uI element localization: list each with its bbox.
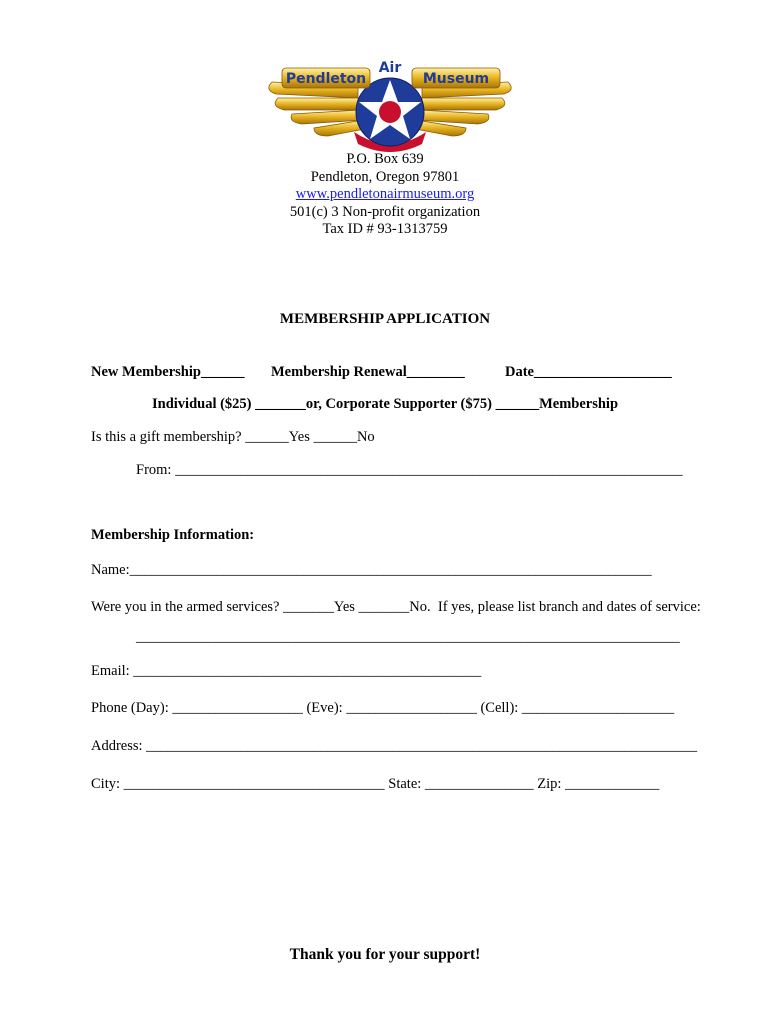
tax-id: Tax ID # 93-1313759 [322,221,448,237]
phone-field[interactable]: Phone (Day): __________________ (Eve): __________________ (Cell): _____________________ [91,700,675,716]
thank-you-message: Thank you for your support! [289,946,481,963]
gift-membership-field[interactable]: Is this a gift membership? ______Yes ______No [91,429,375,445]
gift-from-field[interactable]: From: ______________________________________________________________________ [136,462,683,478]
po-box: P.O. Box 639 [346,151,424,167]
city-state-zip-field[interactable]: City: ____________________________________ State: _______________ Zip: _____________ [91,776,660,792]
address-field[interactable]: Address: ____________________________________________________________________________ [91,738,698,754]
section-heading: Membership Information: [91,527,255,543]
page-title: MEMBERSHIP APPLICATION [279,311,491,327]
wings-star-roundel-icon [262,52,518,152]
logo-word-mid: Air [378,60,402,76]
logo-word-left: Pendleton [285,71,367,87]
membership-tier-field[interactable]: Individual ($25) _______or, Corporate Supporter ($75) ______Membership [151,396,619,412]
website-row [0,185,770,203]
city-state-zip: Pendleton, Oregon 97801 [310,169,460,185]
email-field[interactable]: Email: ________________________________________________ [91,663,482,679]
name-field[interactable]: Name:________________________________________________________________________ [91,562,652,578]
armed-services-field[interactable]: Were you in the armed services? _______Yes _______No. If yes, please list branch and dates of service: [91,599,701,615]
org-type: 501(c) 3 Non-profit organization [289,204,481,220]
membership-renewal-field[interactable]: Membership Renewal________ [271,364,465,380]
website-link[interactable]: www.pendletonairmuseum.org [295,186,475,202]
museum-logo [262,52,518,152]
service-details-field[interactable]: ___________________________________________________________________________ [136,629,680,645]
logo-word-right: Museum [422,71,490,87]
date-field[interactable]: Date___________________ [505,364,672,380]
new-membership-field[interactable]: New Membership______ [91,364,245,380]
